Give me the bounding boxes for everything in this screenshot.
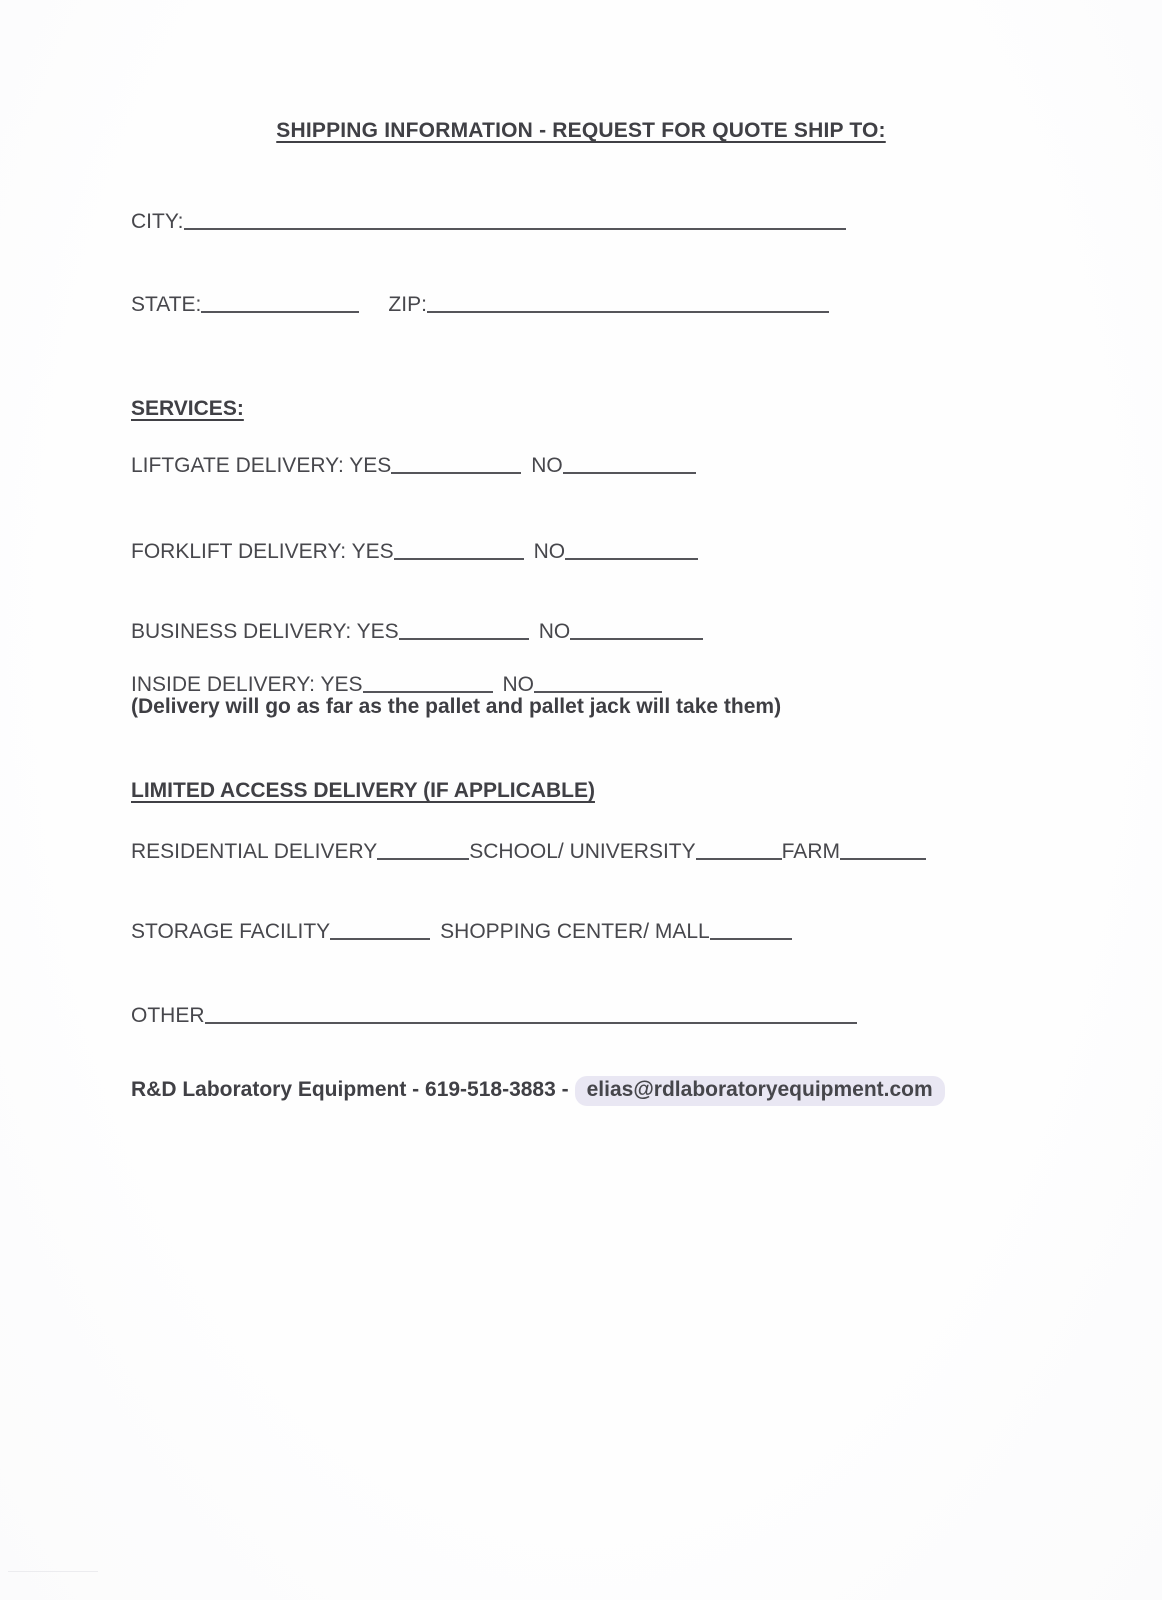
- business-no-blank: [570, 616, 703, 640]
- city-row: [131, 204, 846, 235]
- liftgate-no-label: NO: [531, 454, 563, 478]
- footer-email-link[interactable]: elias@rdlaboratoryequipment.com: [575, 1076, 945, 1106]
- business-delivery-label: BUSINESS DELIVERY: YES: [131, 620, 399, 644]
- zip-label: ZIP:: [388, 293, 427, 317]
- residential-delivery-label: RESIDENTIAL DELIVERY: [131, 840, 378, 864]
- scan-artifact-mark: [8, 1571, 98, 1572]
- residential-school-farm-row: [131, 834, 926, 865]
- city-blank-line: [184, 206, 846, 230]
- inside-delivery-label: INSIDE DELIVERY: YES: [131, 673, 363, 697]
- liftgate-no-blank: [563, 450, 696, 474]
- city-label: CITY:: [131, 210, 184, 234]
- state-zip-row: [131, 287, 829, 318]
- liftgate-yes-blank: [391, 450, 521, 474]
- services-heading-row: [131, 396, 244, 422]
- other-blank-line: [205, 1000, 857, 1024]
- business-yes-blank: [399, 616, 529, 640]
- farm-label: FARM: [781, 840, 840, 864]
- inside-no-label: NO: [502, 673, 534, 697]
- forklift-yes-blank: [394, 536, 524, 560]
- other-row: [131, 998, 857, 1029]
- forklift-no-blank: [565, 536, 698, 560]
- forklift-no-label: NO: [533, 540, 566, 564]
- liftgate-delivery-row: [131, 448, 696, 479]
- farm-blank: [840, 836, 926, 860]
- storage-shopping-row: [131, 914, 792, 945]
- school-university-label: SCHOOL/ UNIVERSITY: [469, 840, 696, 864]
- state-blank-line: [201, 289, 359, 313]
- inside-yes-blank: [363, 669, 493, 693]
- storage-facility-label: STORAGE FACILITY: [131, 920, 331, 944]
- business-delivery-row: [131, 614, 703, 645]
- services-heading: SERVICES:: [131, 397, 244, 420]
- limited-access-heading-row: [131, 778, 595, 804]
- inside-delivery-note: (Delivery will go as far as the pallet and pallet jack will take them): [131, 695, 782, 718]
- mall-blank: [710, 916, 792, 940]
- page-title: SHIPPING INFORMATION - REQUEST FOR QUOTE SHIP TO:: [276, 119, 886, 142]
- forklift-delivery-row: [131, 534, 698, 565]
- school-blank: [696, 836, 782, 860]
- forklift-delivery-label: FORKLIFT DELIVERY: YES: [131, 540, 394, 564]
- zip-blank-line: [427, 289, 829, 313]
- inside-no-blank: [534, 669, 662, 693]
- footer-company-phone: R&D Laboratory Equipment - 619-518-3883 -: [131, 1078, 569, 1101]
- business-no-label: NO: [538, 620, 571, 644]
- footer-row: [131, 1076, 945, 1106]
- storage-blank: [330, 916, 430, 940]
- limited-access-heading: LIMITED ACCESS DELIVERY (IF APPLICABLE): [131, 779, 595, 802]
- state-label: STATE:: [131, 293, 202, 317]
- shopping-center-mall-label: SHOPPING CENTER/ MALL: [440, 920, 710, 944]
- form-title-row: [0, 118, 1162, 144]
- residential-blank: [377, 836, 469, 860]
- other-label: OTHER: [131, 1004, 205, 1028]
- liftgate-delivery-label: LIFTGATE DELIVERY: YES: [131, 454, 392, 478]
